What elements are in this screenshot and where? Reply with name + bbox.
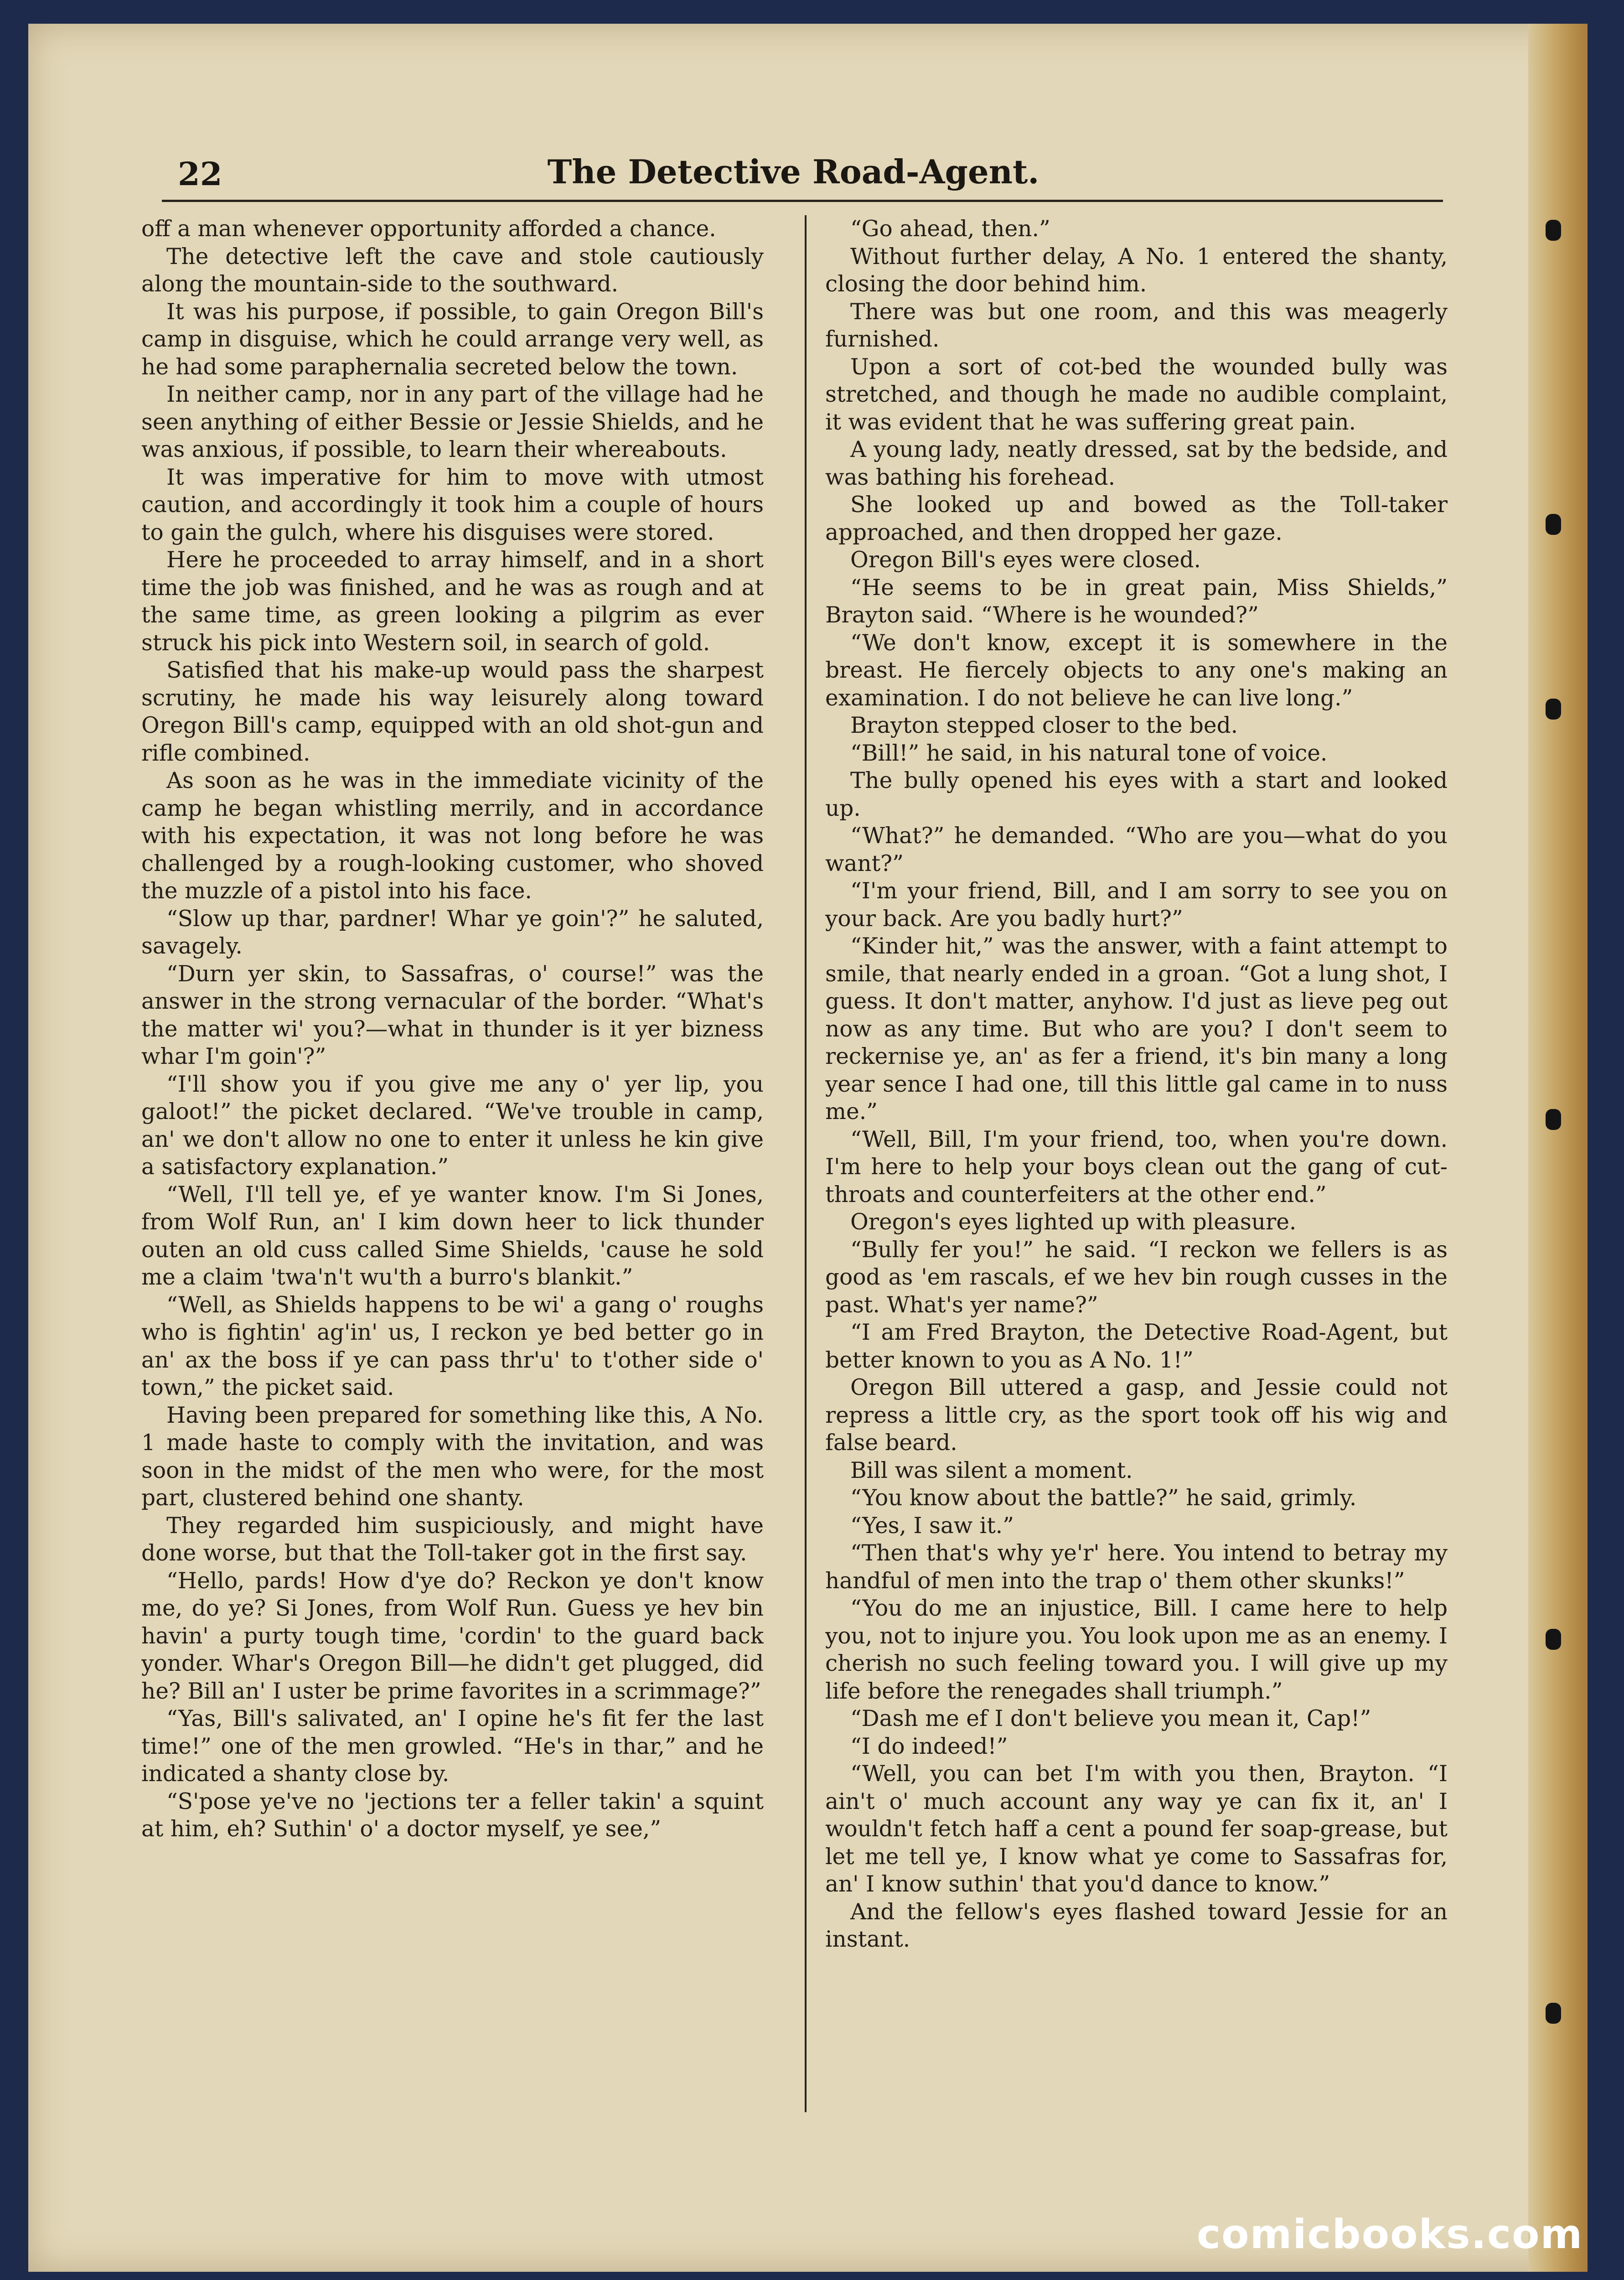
column-divider bbox=[805, 215, 807, 2112]
paragraph: “I'll show you if you give me any o' yer lip, you galoot!” the picket declared. “We've trouble in camp, an' we don't allow no one to enter it unless he kin give a satisfactory explanation.” bbox=[141, 1071, 764, 1180]
paragraph: “What?” he demanded. “Who are you—what do you want?” bbox=[825, 823, 1448, 876]
paragraph: off a man whenever opportunity afforded a chance. bbox=[141, 216, 716, 242]
paragraph: “Yas, Bill's salivated, an' I opine he's fit fer the last time!” one of the men growled. “He's in thar,” and he indicated a shanty close by. bbox=[141, 1706, 764, 1787]
paragraph: “I do indeed!” bbox=[850, 1733, 1008, 1759]
paragraph: “You know about the battle?” he said, grimly. bbox=[850, 1485, 1357, 1511]
staple-icon bbox=[1546, 220, 1561, 241]
paragraph: “We don't know, except it is somewhere in the breast. He fiercely objects to any one's making an examination. I do not believe he can live long.” bbox=[825, 630, 1448, 711]
paragraph: “Then that's why ye'r' here. You intend to betray my handful of men into the trap o' them other skunks!” bbox=[825, 1540, 1448, 1594]
page-number: 22 bbox=[178, 155, 222, 193]
paragraph: “Go ahead, then.” bbox=[850, 216, 1050, 242]
page-header bbox=[150, 146, 1436, 196]
paragraph: Upon a sort of cot-bed the wounded bully was stretched, and though he made no audible complaint, it was evident that he was suffering great pain. bbox=[825, 354, 1448, 435]
site-watermark: comicbooks.com bbox=[1197, 2211, 1583, 2258]
paragraph: “I am Fred Brayton, the Detective Road-Agent, but better known to you as A No. 1!” bbox=[825, 1320, 1448, 1373]
paragraph: A young lady, neatly dressed, sat by the bedside, and was bathing his forehead. bbox=[825, 437, 1448, 490]
paragraph: As soon as he was in the immediate vicinity of the camp he began whistling merrily, and in accordance with his expectation, it was not long before he was challenged by a rough-looking customer, who shoved the muzzle of a pistol into his face. bbox=[141, 768, 764, 904]
paragraph: And the fellow's eyes flashed toward Jessie for an instant. bbox=[825, 1899, 1448, 1952]
paragraph: Oregon Bill's eyes were closed. bbox=[850, 547, 1201, 573]
paragraph: “Bill!” he said, in his natural tone of voice. bbox=[850, 740, 1328, 766]
page-spine bbox=[1528, 24, 1588, 2272]
paragraph: Without further delay, A No. 1 entered the shanty, closing the door behind him. bbox=[825, 244, 1448, 297]
paragraph: She looked up and bowed as the Toll-taker approached, and then dropped her gaze. bbox=[825, 492, 1448, 545]
staple-icon bbox=[1546, 699, 1561, 720]
paragraph: “Well, Bill, I'm your friend, too, when you're down. I'm here to help your boys clean out the gang of cut-throats and counterfeiters at the other end.” bbox=[825, 1126, 1448, 1207]
staple-icon bbox=[1546, 514, 1561, 535]
paragraph: “Well, you can bet I'm with you then, Brayton. “I ain't o' much account any way ye can fix it, an' I wouldn't fetch haff a cent a pound fer soap-grease, but let me tell ye, I know what ye come to Sassafras for, an' I know suthin' that you'd dance to know.” bbox=[825, 1761, 1448, 1897]
running-title: The Detective Road-Agent. bbox=[547, 152, 1040, 191]
paragraph: “I'm your friend, Bill, and I am sorry to see you on your back. Are you badly hurt?” bbox=[825, 878, 1448, 932]
paragraph: Having been prepared for something like this, A No. 1 made haste to comply with the invitation, and was soon in the midst of the men who were, for the most part, clustered behind one shanty. bbox=[141, 1402, 764, 1511]
paragraph: In neither camp, nor in any part of the village had he seen anything of either Bessie or Jessie Shields, and he was anxious, if possible, to learn their whereabouts. bbox=[141, 382, 764, 462]
paragraph: “S'pose ye've no 'jections ter a feller takin' a squint at him, eh? Suthin' o' a doctor myself, ye see,” bbox=[141, 1788, 764, 1842]
paragraph: “Well, as Shields happens to be wi' a gang o' roughs who is fightin' ag'in' us, I reckon ye bed better go in an' ax the boss if ye can pass thr'u' to t'other side o' town,” the picket said. bbox=[141, 1292, 764, 1400]
paragraph: Oregon's eyes lighted up with pleasure. bbox=[850, 1209, 1297, 1235]
staple-icon bbox=[1546, 2003, 1561, 2024]
paragraph: It was imperative for him to move with utmost caution, and accordingly it took him a couple of hours to gain the gulch, where his disguises were stored. bbox=[141, 464, 764, 545]
paragraph: They regarded him suspiciously, and might have done worse, but that the Toll-taker got in the first say. bbox=[141, 1513, 764, 1566]
paragraph: “He seems to be in great pain, Miss Shields,” Brayton said. “Where is he wounded?” bbox=[825, 575, 1448, 628]
paragraph: “Dash me ef I don't believe you mean it, Cap!” bbox=[850, 1706, 1371, 1731]
staple-icon bbox=[1546, 1629, 1561, 1650]
paragraph: “Well, I'll tell ye, ef ye wanter know. I'm Si Jones, from Wolf Run, an' I kim down heer to lick thunder outen an old cuss called Sime Shields, 'cause he sold me a claim 'twa'n't wu'th a burro's blankit.” bbox=[141, 1181, 764, 1290]
paragraph: “Kinder hit,” was the answer, with a faint attempt to smile, that nearly ended in a groan. “Got a lung shot, I guess. It don't matter, anyhow. I'd just as lieve peg out now as any time. But who are you? I don't seem to reckernise ye, an' as fer a friend, it's bin many a long year sence I had one, till this little gal came in to nuss me.” bbox=[825, 933, 1448, 1124]
paragraph: Bill was silent a moment. bbox=[850, 1457, 1133, 1483]
paragraph: It was his purpose, if possible, to gain Oregon Bill's camp in disguise, which he could arrange very well, as he had some paraphernalia secreted below the town. bbox=[141, 299, 764, 380]
paragraph: “You do me an injustice, Bill. I came here to help you, not to injure you. You look upon me as an enemy. I cherish no such feeling toward you. I will give up my life before the renegades shall triumph.” bbox=[825, 1596, 1448, 1704]
paragraph: “Hello, pards! How d'ye do? Reckon ye don't know me, do ye? Si Jones, from Wolf Run. Guess ye hev bin havin' a purty tough time, 'cordin' to the guard back yonder. Whar's Oregon Bill—he didn't get plugged, did he? Bill an' I uster be prime favorites in a scrimmage?” bbox=[141, 1568, 764, 1704]
paragraph: There was but one room, and this was meagerly furnished. bbox=[825, 299, 1448, 352]
paragraph: Here he proceeded to array himself, and in a short time the job was finished, and he was as rough and at the same time, as green looking a pilgrim as ever struck his pick into Western soil, in search of gold. bbox=[141, 547, 764, 656]
paragraph: Satisfied that his make-up would pass the sharpest scrutiny, he made his way leisurely along toward Oregon Bill's camp, equipped with an old shot-gun and rifle combined. bbox=[141, 658, 764, 766]
paragraph: “Durn yer skin, to Sassafras, o' course!” was the answer in the strong vernacular of the border. “What's the matter wi' you?—what in thunder is it yer bizness whar I'm goin'?” bbox=[141, 961, 764, 1069]
right-text-column bbox=[825, 215, 1448, 2140]
header-divider bbox=[162, 200, 1443, 202]
left-text-column bbox=[141, 215, 764, 2140]
paragraph: The detective left the cave and stole cautiously along the mountain-side to the southward. bbox=[141, 244, 764, 297]
paragraph: The bully opened his eyes with a start and looked up. bbox=[825, 768, 1448, 821]
paragraph: Oregon Bill uttered a gasp, and Jessie could not repress a little cry, as the sport took off his wig and false beard. bbox=[825, 1375, 1448, 1456]
paragraph: “Yes, I saw it.” bbox=[850, 1513, 1014, 1539]
paragraph: “Slow up thar, pardner! Whar ye goin'?” he saluted, savagely. bbox=[141, 906, 764, 959]
staple-icon bbox=[1546, 1109, 1561, 1130]
paragraph: “Bully fer you!” he said. “I reckon we fellers is as good as 'em rascals, ef we hev bin rough cusses in the past. What's yer name?” bbox=[825, 1237, 1448, 1318]
paragraph: Brayton stepped closer to the bed. bbox=[850, 713, 1238, 738]
